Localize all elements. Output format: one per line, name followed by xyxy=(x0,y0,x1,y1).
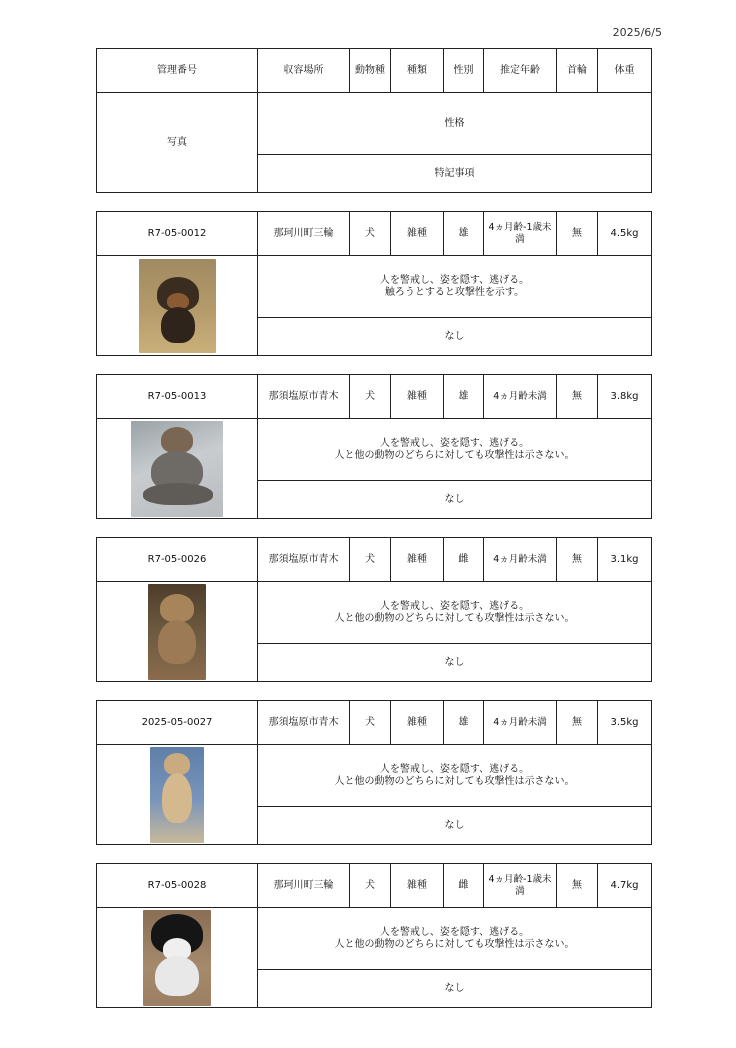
record-sex: 雄 xyxy=(444,701,484,745)
header-notes: 特記事項 xyxy=(258,155,652,193)
header-location: 収容場所 xyxy=(258,49,350,93)
record-card xyxy=(96,700,652,845)
record-location: 那須塩原市青木 xyxy=(258,538,350,582)
header-age: 推定年齢 xyxy=(484,49,557,93)
record-id: R7-05-0026 xyxy=(97,538,258,582)
record-animal: 犬 xyxy=(350,212,391,256)
print-date: 2025/6/5 xyxy=(612,26,662,39)
record-breed: 雑種 xyxy=(391,538,444,582)
record-location: 那須塩原市青木 xyxy=(258,701,350,745)
record-animal: 犬 xyxy=(350,375,391,419)
record-weight: 3.1kg xyxy=(598,538,652,582)
record-card xyxy=(96,537,652,682)
header-weight: 体重 xyxy=(598,49,652,93)
record-age: 4ヵ月齢-1歳未満 xyxy=(484,864,557,908)
record-breed: 雑種 xyxy=(391,701,444,745)
record-id: R7-05-0013 xyxy=(97,375,258,419)
record-age: 4ヵ月齢未満 xyxy=(484,701,557,745)
header-sex: 性別 xyxy=(444,49,484,93)
record-notes: なし xyxy=(258,970,652,1008)
record-location: 那須塩原市青木 xyxy=(258,375,350,419)
dog-photo xyxy=(131,421,223,517)
record-personality: 人を警戒し、姿を隠す、逃げる。 人と他の動物のどちらに対しても攻撃性は示さない。 xyxy=(258,908,652,970)
record-collar: 無 xyxy=(557,375,598,419)
dog-photo xyxy=(150,747,204,843)
record-personality: 人を警戒し、姿を隠す、逃げる。 人と他の動物のどちらに対しても攻撃性は示さない。 xyxy=(258,582,652,644)
record-notes: なし xyxy=(258,807,652,845)
record-collar: 無 xyxy=(557,701,598,745)
record-weight: 4.7kg xyxy=(598,864,652,908)
record-animal: 犬 xyxy=(350,701,391,745)
record-weight: 3.5kg xyxy=(598,701,652,745)
record-sex: 雌 xyxy=(444,864,484,908)
record-sex: 雄 xyxy=(444,212,484,256)
record-age: 4ヵ月齢-1歳未満 xyxy=(484,212,557,256)
record-animal: 犬 xyxy=(350,864,391,908)
record-id: R7-05-0012 xyxy=(97,212,258,256)
header-legend-table xyxy=(96,48,652,193)
record-breed: 雑種 xyxy=(391,375,444,419)
record-card xyxy=(96,211,652,356)
header-id: 管理番号 xyxy=(97,49,258,93)
record-personality: 人を警戒し、姿を隠す、逃げる。 触ろうとすると攻撃性を示す。 xyxy=(258,256,652,318)
record-notes: なし xyxy=(258,318,652,356)
header-personality: 性格 xyxy=(258,93,652,155)
record-collar: 無 xyxy=(557,212,598,256)
record-id: R7-05-0028 xyxy=(97,864,258,908)
record-sex: 雄 xyxy=(444,375,484,419)
record-personality: 人を警戒し、姿を隠す、逃げる。 人と他の動物のどちらに対しても攻撃性は示さない。 xyxy=(258,419,652,481)
record-breed: 雑種 xyxy=(391,212,444,256)
record-card xyxy=(96,863,652,1008)
record-photo-cell xyxy=(97,256,258,356)
record-location: 那珂川町三輪 xyxy=(258,864,350,908)
record-location: 那珂川町三輪 xyxy=(258,212,350,256)
record-card xyxy=(96,374,652,519)
record-photo-cell xyxy=(97,419,258,519)
header-animal: 動物種 xyxy=(350,49,391,93)
header-photo: 写真 xyxy=(97,93,258,193)
record-collar: 無 xyxy=(557,864,598,908)
record-weight: 3.8kg xyxy=(598,375,652,419)
header-breed: 種類 xyxy=(391,49,444,93)
record-notes: なし xyxy=(258,481,652,519)
header-collar: 首輪 xyxy=(557,49,598,93)
record-id: 2025-05-0027 xyxy=(97,701,258,745)
record-weight: 4.5kg xyxy=(598,212,652,256)
record-age: 4ヵ月齢未満 xyxy=(484,538,557,582)
record-collar: 無 xyxy=(557,538,598,582)
dog-photo xyxy=(143,910,211,1006)
record-photo-cell xyxy=(97,582,258,682)
record-sex: 雌 xyxy=(444,538,484,582)
record-animal: 犬 xyxy=(350,538,391,582)
record-personality: 人を警戒し、姿を隠す、逃げる。 人と他の動物のどちらに対しても攻撃性は示さない。 xyxy=(258,745,652,807)
record-photo-cell xyxy=(97,745,258,845)
record-notes: なし xyxy=(258,644,652,682)
dog-photo xyxy=(139,259,216,353)
record-breed: 雑種 xyxy=(391,864,444,908)
record-photo-cell xyxy=(97,908,258,1008)
record-age: 4ヵ月齢未満 xyxy=(484,375,557,419)
dog-photo xyxy=(148,584,206,680)
